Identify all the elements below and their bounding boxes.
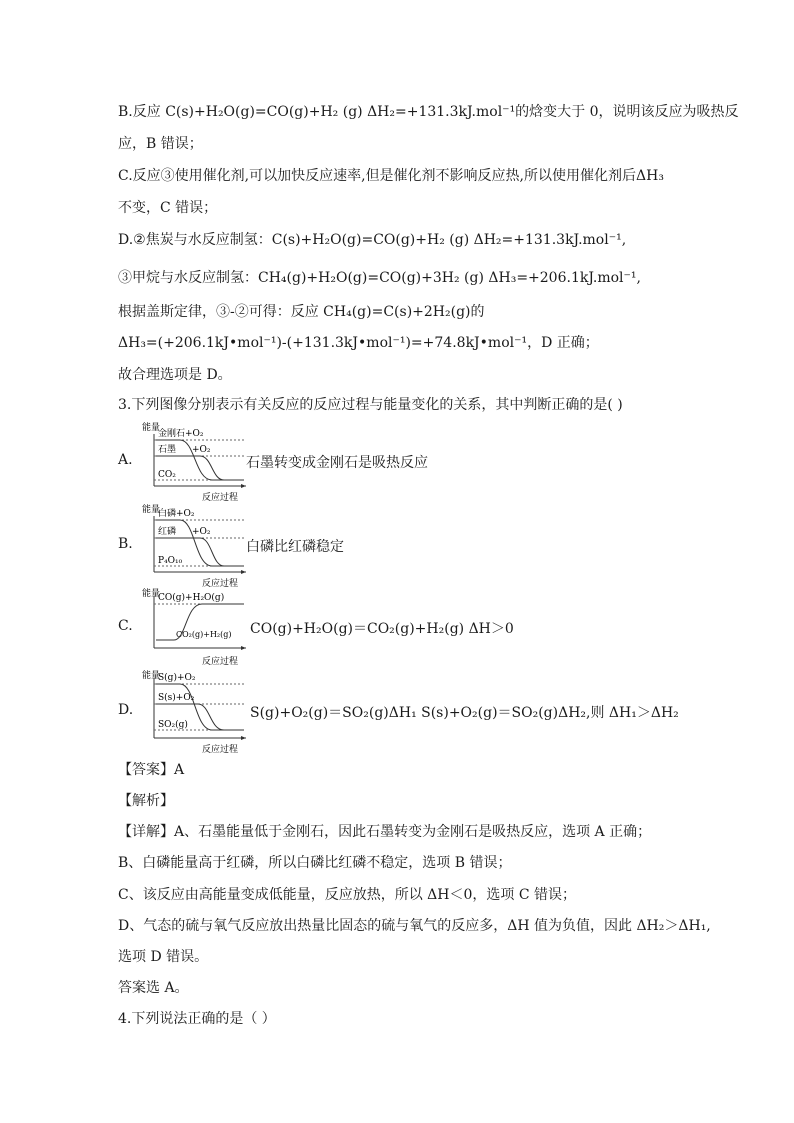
option-a-statement: 石墨转变成金刚石是吸热反应 [246, 455, 428, 471]
diagram-bottom-label: P₄O₁₀ [158, 556, 183, 566]
text-line: 应，B 错误； [118, 136, 203, 152]
option-c-letter: C. [118, 618, 133, 634]
text-line: 故合理选项是 D。 [118, 367, 232, 383]
energy-diagram-c [140, 586, 250, 676]
option-d-statement: S(g)+O₂(g)＝SO₂(g)ΔH₁ S(s)+O₂(g)＝SO₂(g)ΔH₂,则 ΔH₁＞ΔH₂ [250, 705, 679, 721]
explain-line: 【详解】A、石墨能量低于金刚石，因此石墨转变为金刚石是吸热反应，选项 A 正确； [118, 824, 652, 840]
text-line: C.反应③使用催化剂,可以加快反应速率,但是催化剂不影响反应热,所以使用催化剂后ΔH₃ [118, 168, 664, 184]
question-3-stem: 3.下列图像分别表示有关反应的反应过程与能量变化的关系，其中判断正确的是( ) [118, 397, 623, 413]
diagram-top-label: 白磷+O₂ [158, 509, 195, 519]
diagram-xlabel: 反应过程 [202, 493, 239, 503]
option-b-statement: 白磷比红磷稳定 [246, 539, 344, 555]
text-line: 不变，C 错误； [118, 200, 218, 216]
energy-diagram-d [140, 668, 250, 758]
diagram-top-label: S(g)+O₂ [158, 673, 196, 683]
explain-line: 答案选 A。 [118, 980, 189, 996]
diagram-xlabel: 反应过程 [202, 657, 239, 667]
diagram-ylabel: 能量 [142, 671, 161, 681]
diagram-xlabel: 反应过程 [202, 745, 239, 755]
analysis-tag: 【解析】 [118, 793, 174, 809]
diagram-bottom-label: SO₂(g) [158, 720, 188, 730]
option-b-letter: B. [118, 536, 133, 552]
diagram-ylabel: 能量 [142, 589, 161, 599]
text-line: ΔH₃=(+206.1kJ•mol⁻¹)-(+131.3kJ•mol⁻¹)=+74.8kJ•mol⁻¹，D 正确； [118, 335, 599, 351]
explain-line: C、该反应由高能量变成低能量，反应放热，所以 ΔH＜0，选项 C 错误； [118, 887, 576, 903]
text-line: D.②焦炭与水反应制氢：C(s)+H₂O(g)=CO(g)+H₂ (g) ΔH₂=+131.3kJ.mol⁻¹, [118, 232, 627, 248]
answer-tag: 【答案】A [118, 762, 185, 778]
energy-diagram-b [140, 502, 250, 592]
explain-line: B、白磷能量高于红磷，所以白磷比红磷不稳定，选项 B 错误； [118, 855, 512, 871]
diagram-mid-label: 石墨 [158, 445, 177, 455]
explain-line: 选项 D 错误。 [118, 949, 209, 965]
question-4-stem: 4.下列说法正确的是（ ） [118, 1011, 276, 1027]
diagram-mid-label: S(s)+O₂ [158, 693, 195, 703]
diagram-top-label: CO(g)+H₂O(g) [158, 593, 225, 603]
option-c-statement: CO(g)+H₂O(g)＝CO₂(g)+H₂(g) ΔH＞0 [250, 621, 514, 637]
energy-diagram-a [140, 420, 250, 510]
diagram-top-label: 金刚石+O₂ [158, 429, 204, 439]
diagram-mid2-label: +O₂ [192, 445, 211, 455]
option-d-letter: D. [118, 702, 134, 718]
diagram-xlabel: 反应过程 [202, 579, 239, 589]
diagram-ylabel: 能量 [142, 423, 161, 433]
diagram-mid2-label: +O₂ [192, 527, 211, 537]
text-line: B.反应 C(s)+H₂O(g)=CO(g)+H₂ (g) ΔH₂=+131.3kJ.mol⁻¹的焓变大于 0，说明该反应为吸热反 [118, 104, 739, 120]
explain-line: D、气态的硫与氧气反应放出热量比固态的硫与氧气的反应多，ΔH 值为负值，因此 ΔH₂＞ΔH₁, [118, 918, 711, 934]
diagram-bottom-label: CO₂(g)+H₂(g) [176, 630, 232, 639]
diagram-ylabel: 能量 [142, 505, 161, 515]
text-line: ③甲烷与水反应制氢：CH₄(g)+H₂O(g)=CO(g)+3H₂ (g) ΔH₃=+206.1kJ.mol⁻¹, [118, 270, 641, 286]
diagram-mid-label: 红磷 [158, 527, 177, 537]
diagram-bottom-label: CO₂ [158, 470, 176, 480]
option-a-letter: A. [118, 452, 133, 468]
text-line: 根据盖斯定律，③-②可得：反应 CH₄(g)=C(s)+2H₂(g)的 [118, 304, 485, 320]
